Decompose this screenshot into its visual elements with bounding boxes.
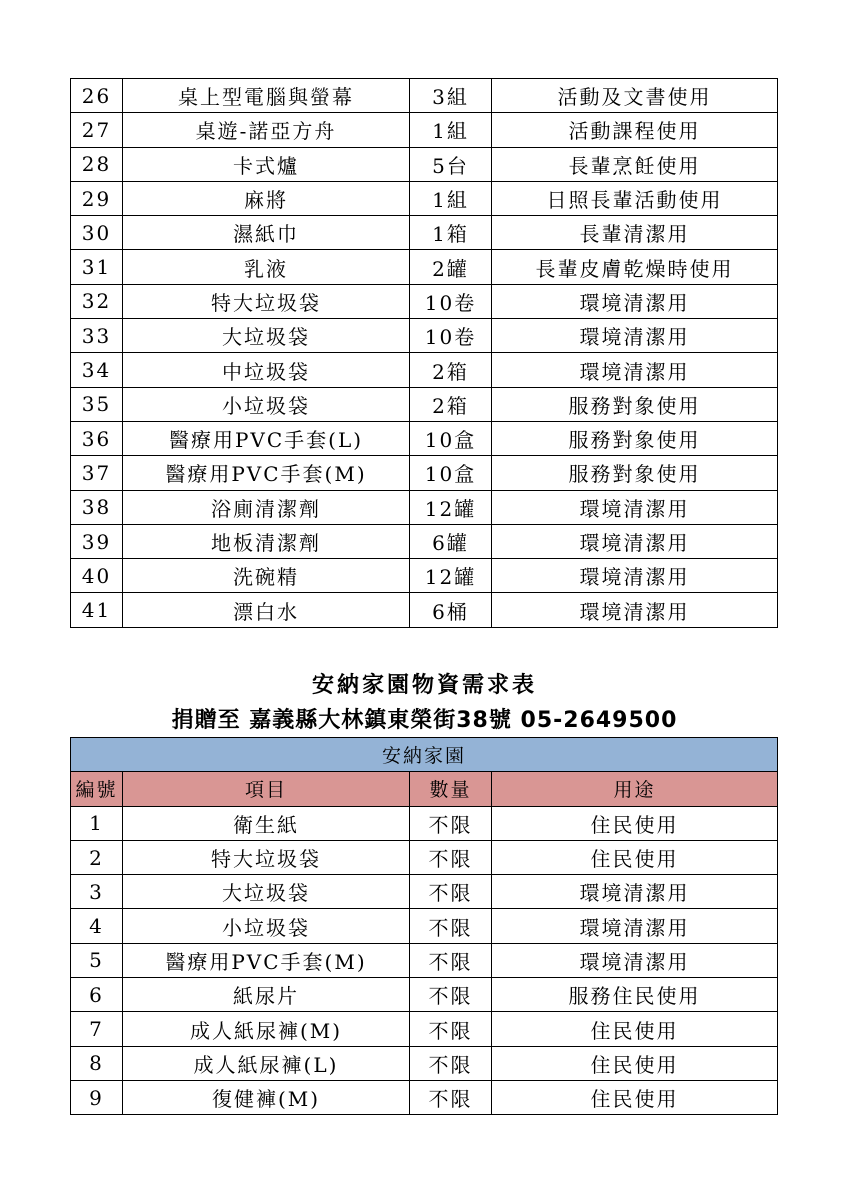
item-cell: 浴廁清潔劑 bbox=[123, 490, 410, 524]
purpose-cell: 服務對象使用 bbox=[492, 387, 778, 421]
number-cell: 30 bbox=[71, 216, 123, 250]
donation-address: 捐贈至 嘉義縣大林鎮東榮街38號 05-2649500 bbox=[171, 708, 678, 733]
purpose-cell: 環境清潔用 bbox=[492, 559, 778, 593]
item-cell: 桌遊-諾亞方舟 bbox=[123, 113, 410, 147]
number-cell: 2 bbox=[71, 840, 123, 874]
item-cell: 中垃圾袋 bbox=[123, 353, 410, 387]
number-cell: 37 bbox=[71, 456, 123, 490]
header-quantity: 數量 bbox=[410, 772, 492, 806]
item-cell: 成人紙尿褲(L) bbox=[123, 1046, 410, 1080]
quantity-cell: 1組 bbox=[410, 113, 492, 147]
quantity-cell: 10卷 bbox=[410, 284, 492, 318]
purpose-cell: 服務對象使用 bbox=[492, 421, 778, 455]
purpose-cell: 環境清潔用 bbox=[492, 353, 778, 387]
purpose-cell: 環境清潔用 bbox=[492, 524, 778, 558]
number-cell: 33 bbox=[71, 319, 123, 353]
table-row bbox=[71, 250, 778, 284]
table-row bbox=[71, 806, 778, 840]
number-cell: 39 bbox=[71, 524, 123, 558]
quantity-cell: 2箱 bbox=[410, 387, 492, 421]
column-header-row bbox=[71, 772, 778, 806]
number-cell: 5 bbox=[71, 943, 123, 977]
item-cell: 特大垃圾袋 bbox=[123, 840, 410, 874]
number-cell: 28 bbox=[71, 147, 123, 181]
item-cell: 麻將 bbox=[123, 181, 410, 215]
number-cell: 32 bbox=[71, 284, 123, 318]
table-row bbox=[71, 147, 778, 181]
quantity-cell: 2罐 bbox=[410, 250, 492, 284]
table-row bbox=[71, 1012, 778, 1046]
purpose-cell: 環境清潔用 bbox=[492, 593, 778, 627]
number-cell: 26 bbox=[71, 79, 123, 113]
table-row bbox=[71, 593, 778, 627]
table-row bbox=[71, 840, 778, 874]
purpose-cell: 環境清潔用 bbox=[492, 943, 778, 977]
table-row bbox=[71, 79, 778, 113]
table-row bbox=[71, 559, 778, 593]
purpose-cell: 住民使用 bbox=[492, 840, 778, 874]
quantity-cell: 5台 bbox=[410, 147, 492, 181]
table-row bbox=[71, 909, 778, 943]
table-row bbox=[71, 490, 778, 524]
number-cell: 38 bbox=[71, 490, 123, 524]
anna-home-needs-table bbox=[70, 737, 778, 1115]
purpose-cell: 長輩清潔用 bbox=[492, 216, 778, 250]
purpose-cell: 環境清潔用 bbox=[492, 319, 778, 353]
table-row bbox=[71, 216, 778, 250]
item-cell: 乳液 bbox=[123, 250, 410, 284]
purpose-cell: 住民使用 bbox=[492, 1046, 778, 1080]
item-cell: 成人紙尿褲(M) bbox=[123, 1012, 410, 1046]
quantity-cell: 1組 bbox=[410, 181, 492, 215]
table-row bbox=[71, 181, 778, 215]
table-row bbox=[71, 1046, 778, 1080]
purpose-cell: 住民使用 bbox=[492, 806, 778, 840]
item-cell: 醫療用PVC手套(M) bbox=[123, 456, 410, 490]
quantity-cell: 10盒 bbox=[410, 421, 492, 455]
purpose-cell: 環境清潔用 bbox=[492, 490, 778, 524]
quantity-cell: 不限 bbox=[410, 806, 492, 840]
item-cell: 衛生紙 bbox=[123, 806, 410, 840]
quantity-cell: 12罐 bbox=[410, 490, 492, 524]
item-cell: 醫療用PVC手套(M) bbox=[123, 943, 410, 977]
quantity-cell: 不限 bbox=[410, 943, 492, 977]
table-row bbox=[71, 319, 778, 353]
quantity-cell: 不限 bbox=[410, 978, 492, 1012]
item-cell: 紙尿片 bbox=[123, 978, 410, 1012]
purpose-cell: 服務對象使用 bbox=[492, 456, 778, 490]
purpose-cell: 住民使用 bbox=[492, 1012, 778, 1046]
number-cell: 9 bbox=[71, 1080, 123, 1114]
quantity-cell: 不限 bbox=[410, 1046, 492, 1080]
supplies-table-continued bbox=[70, 78, 778, 628]
quantity-cell: 不限 bbox=[410, 909, 492, 943]
number-cell: 1 bbox=[71, 806, 123, 840]
item-cell: 大垃圾袋 bbox=[123, 875, 410, 909]
purpose-cell: 長輩烹飪使用 bbox=[492, 147, 778, 181]
purpose-cell: 活動及文書使用 bbox=[492, 79, 778, 113]
quantity-cell: 10卷 bbox=[410, 319, 492, 353]
purpose-cell: 環境清潔用 bbox=[492, 284, 778, 318]
table-row bbox=[71, 387, 778, 421]
item-cell: 洗碗精 bbox=[123, 559, 410, 593]
quantity-cell: 2箱 bbox=[410, 353, 492, 387]
purpose-cell: 住民使用 bbox=[492, 1080, 778, 1114]
number-cell: 3 bbox=[71, 875, 123, 909]
number-cell: 4 bbox=[71, 909, 123, 943]
item-cell: 小垃圾袋 bbox=[123, 387, 410, 421]
item-cell: 小垃圾袋 bbox=[123, 909, 410, 943]
item-cell: 桌上型電腦與螢幕 bbox=[123, 79, 410, 113]
table-row bbox=[71, 113, 778, 147]
table-row bbox=[71, 456, 778, 490]
item-cell: 漂白水 bbox=[123, 593, 410, 627]
purpose-cell: 活動課程使用 bbox=[492, 113, 778, 147]
quantity-cell: 3組 bbox=[410, 79, 492, 113]
header-purpose: 用途 bbox=[492, 772, 778, 806]
number-cell: 41 bbox=[71, 593, 123, 627]
table-row bbox=[71, 943, 778, 977]
quantity-cell: 不限 bbox=[410, 1080, 492, 1114]
org-name-cell: 安納家園 bbox=[71, 738, 778, 772]
page-title: 安納家園物資需求表 bbox=[311, 673, 537, 698]
table-row bbox=[71, 421, 778, 455]
item-cell: 地板清潔劑 bbox=[123, 524, 410, 558]
number-cell: 31 bbox=[71, 250, 123, 284]
number-cell: 35 bbox=[71, 387, 123, 421]
number-cell: 7 bbox=[71, 1012, 123, 1046]
number-cell: 8 bbox=[71, 1046, 123, 1080]
quantity-cell: 6罐 bbox=[410, 524, 492, 558]
purpose-cell: 服務住民使用 bbox=[492, 978, 778, 1012]
number-cell: 40 bbox=[71, 559, 123, 593]
table-row bbox=[71, 978, 778, 1012]
quantity-cell: 1箱 bbox=[410, 216, 492, 250]
table-row bbox=[71, 1080, 778, 1114]
table-row bbox=[71, 875, 778, 909]
number-cell: 6 bbox=[71, 978, 123, 1012]
item-cell: 濕紙巾 bbox=[123, 216, 410, 250]
purpose-cell: 環境清潔用 bbox=[492, 875, 778, 909]
item-cell: 卡式爐 bbox=[123, 147, 410, 181]
purpose-cell: 長輩皮膚乾燥時使用 bbox=[492, 250, 778, 284]
needs-table-body bbox=[71, 738, 778, 1115]
number-cell: 27 bbox=[71, 113, 123, 147]
quantity-cell: 不限 bbox=[410, 875, 492, 909]
supplies-table-body bbox=[71, 79, 778, 628]
quantity-cell: 10盒 bbox=[410, 456, 492, 490]
org-header-row bbox=[71, 738, 778, 772]
table-row bbox=[71, 524, 778, 558]
header-number: 編號 bbox=[71, 772, 123, 806]
quantity-cell: 不限 bbox=[410, 840, 492, 874]
item-cell: 醫療用PVC手套(L) bbox=[123, 421, 410, 455]
purpose-cell: 環境清潔用 bbox=[492, 909, 778, 943]
number-cell: 34 bbox=[71, 353, 123, 387]
table-row bbox=[71, 284, 778, 318]
item-cell: 大垃圾袋 bbox=[123, 319, 410, 353]
quantity-cell: 12罐 bbox=[410, 559, 492, 593]
item-cell: 復健褲(M) bbox=[123, 1080, 410, 1114]
number-cell: 36 bbox=[71, 421, 123, 455]
number-cell: 29 bbox=[71, 181, 123, 215]
header-item: 項目 bbox=[123, 772, 410, 806]
table-row bbox=[71, 353, 778, 387]
quantity-cell: 不限 bbox=[410, 1012, 492, 1046]
item-cell: 特大垃圾袋 bbox=[123, 284, 410, 318]
purpose-cell: 日照長輩活動使用 bbox=[492, 181, 778, 215]
quantity-cell: 6桶 bbox=[410, 593, 492, 627]
